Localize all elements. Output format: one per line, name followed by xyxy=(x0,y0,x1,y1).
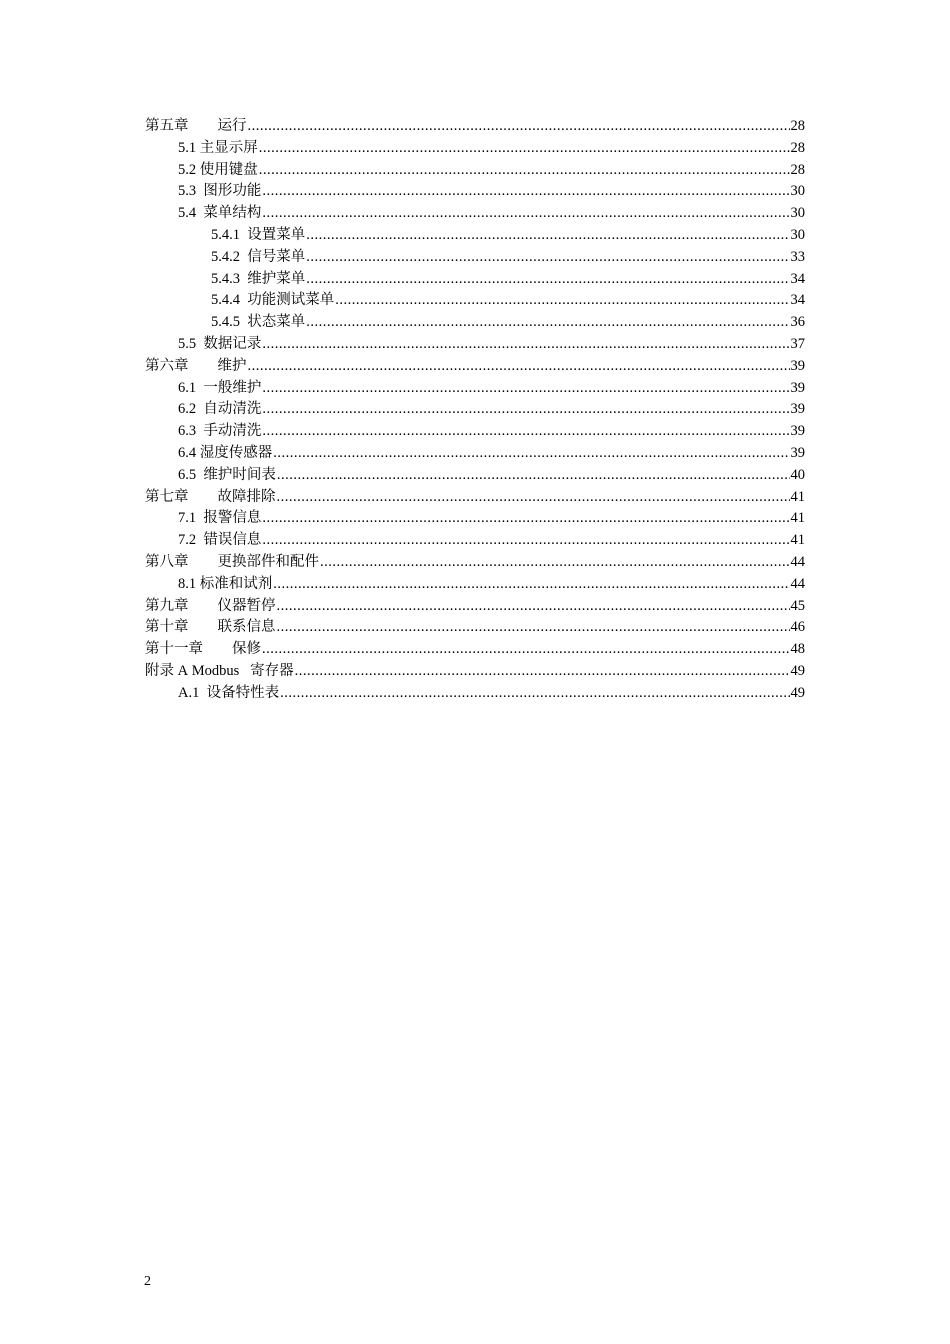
toc-entry[interactable] xyxy=(145,160,805,182)
toc-entry-page: 39 xyxy=(790,357,805,374)
toc-dot-leader xyxy=(320,552,790,574)
toc-entry-title: 状态菜单 xyxy=(247,314,306,331)
toc-entry[interactable] xyxy=(145,465,805,487)
toc-entry-number: 6.2 xyxy=(178,401,197,418)
toc-dot-leader xyxy=(335,290,789,312)
toc-entry-gap xyxy=(196,203,203,225)
toc-entry[interactable] xyxy=(145,399,805,421)
toc-dot-leader xyxy=(306,247,789,269)
toc-entry-title: 报警信息 xyxy=(203,510,262,527)
toc-entry-title: 维护菜单 xyxy=(247,270,306,287)
toc-entry-page: 28 xyxy=(790,139,805,156)
toc-entry-page: 49 xyxy=(790,662,805,679)
toc-entry[interactable] xyxy=(145,639,805,661)
toc-entry-number: 6.3 xyxy=(178,423,197,440)
toc-dot-leader xyxy=(306,225,789,247)
toc-entry-number: 6.1 xyxy=(178,379,197,396)
toc-entry-title: 手动清洗 xyxy=(203,423,262,440)
toc-dot-leader xyxy=(262,530,789,552)
toc-entry[interactable] xyxy=(145,138,805,160)
toc-entry-page: 39 xyxy=(790,379,805,396)
toc-entry-page: 48 xyxy=(790,641,805,658)
toc-entry-number: 第十一章 xyxy=(145,641,203,658)
toc-entry-number: 第六章 xyxy=(145,357,189,374)
toc-entry-number: 5.4.5 xyxy=(211,314,240,331)
toc-entry-title: 图形功能 xyxy=(203,183,262,200)
toc-entry-number: 5.4.4 xyxy=(211,292,240,309)
toc-entry-gap xyxy=(196,378,203,400)
toc-entry-number: 5.4.3 xyxy=(211,270,240,287)
toc-dot-leader xyxy=(262,508,789,530)
toc-entry-page: 30 xyxy=(790,226,805,243)
toc-entry-page: 39 xyxy=(790,423,805,440)
toc-dot-leader xyxy=(306,312,789,334)
toc-entry-gap xyxy=(196,530,203,552)
toc-entry-page: 30 xyxy=(790,205,805,222)
toc-dot-leader xyxy=(259,138,790,160)
toc-dot-leader xyxy=(273,574,789,596)
toc-entry[interactable] xyxy=(145,683,805,705)
table-of-contents xyxy=(145,116,805,705)
toc-entry-number: 第九章 xyxy=(145,597,189,614)
toc-entry-gap xyxy=(240,225,247,247)
toc-entry-page: 37 xyxy=(790,335,805,352)
toc-entry-number: 8.1 xyxy=(178,575,197,592)
toc-entry-title: 保修 xyxy=(232,641,261,658)
toc-entry[interactable] xyxy=(145,617,805,639)
toc-dot-leader xyxy=(306,269,789,291)
toc-entry-number: 5.4.1 xyxy=(211,226,240,243)
toc-entry[interactable] xyxy=(145,552,805,574)
toc-entry-title: 维护时间表 xyxy=(203,466,276,483)
toc-entry[interactable] xyxy=(145,421,805,443)
toc-entry-title: 联系信息 xyxy=(217,619,276,636)
toc-entry-title: 设备特性表 xyxy=(206,684,280,701)
toc-entry-number: 6.4 xyxy=(178,444,197,461)
toc-entry-title: 使用键盘 xyxy=(199,161,258,178)
toc-entry-title: 湿度传感器 xyxy=(199,444,273,461)
toc-entry-title: 数据记录 xyxy=(203,335,262,352)
toc-entry-page: 28 xyxy=(790,118,805,134)
toc-entry[interactable] xyxy=(145,312,805,334)
toc-entry-title: 标准和试剂 xyxy=(199,575,273,592)
toc-entry-gap xyxy=(189,552,218,574)
toc-dot-leader xyxy=(262,399,789,421)
toc-entry-number: 6.5 xyxy=(178,466,197,483)
toc-entry-gap xyxy=(196,181,203,203)
toc-entry-gap xyxy=(240,312,247,334)
toc-entry-gap xyxy=(189,356,218,378)
toc-entry-gap xyxy=(199,683,206,705)
toc-entry-gap xyxy=(240,247,247,269)
toc-entry-page: 45 xyxy=(790,597,805,614)
toc-dot-leader xyxy=(262,181,789,203)
toc-entry[interactable] xyxy=(145,378,805,400)
toc-entry-title: 故障排除 xyxy=(217,488,276,505)
toc-dot-leader xyxy=(277,465,790,487)
toc-entry-title: 运行 xyxy=(217,118,247,134)
toc-entry-title: 错误信息 xyxy=(203,532,262,549)
page-number: 2 xyxy=(144,1274,151,1289)
toc-dot-leader xyxy=(273,443,789,465)
toc-entry-gap xyxy=(196,508,203,530)
toc-entry-page: 28 xyxy=(790,161,805,178)
toc-entry-page: 39 xyxy=(790,444,805,461)
toc-entry-number: 5.4.2 xyxy=(211,248,240,265)
toc-entry-gap xyxy=(203,639,232,661)
toc-dot-leader xyxy=(262,378,789,400)
toc-entry-number: 5.3 xyxy=(178,183,197,200)
toc-entry-number: 5.4 xyxy=(178,205,197,222)
toc-entry[interactable] xyxy=(145,508,805,530)
toc-dot-leader xyxy=(262,334,789,356)
toc-entry-page: 44 xyxy=(790,575,805,592)
toc-entry-page: 41 xyxy=(790,510,805,527)
toc-entry-page: 41 xyxy=(790,532,805,549)
toc-dot-leader xyxy=(277,487,790,509)
toc-entry[interactable] xyxy=(145,487,805,509)
toc-entry[interactable] xyxy=(145,116,805,138)
toc-dot-leader xyxy=(248,356,790,378)
toc-entry[interactable] xyxy=(145,181,805,203)
toc-dot-leader xyxy=(262,203,789,225)
toc-dot-leader xyxy=(262,421,789,443)
toc-entry-page: 46 xyxy=(790,619,805,636)
toc-entry-number: 附录 A xyxy=(145,662,189,679)
toc-entry-gap xyxy=(189,617,218,639)
toc-entry-page: 36 xyxy=(790,314,805,331)
toc-dot-leader xyxy=(248,116,790,138)
toc-entry-gap xyxy=(189,487,218,509)
toc-entry-title: 菜单结构 xyxy=(203,205,262,222)
toc-entry-title: 仪器暂停 xyxy=(217,597,276,614)
toc-entry-number: 第十章 xyxy=(145,619,189,636)
toc-dot-leader xyxy=(277,617,790,639)
toc-entry-page: 49 xyxy=(790,684,805,701)
toc-entry[interactable] xyxy=(145,225,805,247)
toc-entry-gap xyxy=(240,269,247,291)
toc-entry-title: 一般维护 xyxy=(203,379,262,396)
toc-entry[interactable] xyxy=(145,203,805,225)
toc-entry[interactable] xyxy=(145,530,805,552)
toc-dot-leader xyxy=(262,639,790,661)
toc-entry-page: 33 xyxy=(790,248,805,265)
toc-entry-number: 第七章 xyxy=(145,488,189,505)
toc-entry-title: 主显示屏 xyxy=(199,139,258,156)
toc-entry-title: Modbus 寄存器 xyxy=(191,662,294,679)
toc-entry-gap xyxy=(196,465,203,487)
toc-dot-leader xyxy=(259,160,790,182)
toc-entry-number: A.1 xyxy=(178,684,200,701)
toc-dot-leader xyxy=(280,683,789,705)
toc-entry[interactable] xyxy=(145,247,805,269)
toc-entry-number: 7.1 xyxy=(178,510,197,527)
toc-entry-gap xyxy=(196,334,203,356)
toc-entry-number: 5.2 xyxy=(178,161,197,178)
toc-dot-leader xyxy=(277,596,790,618)
toc-entry[interactable] xyxy=(145,661,805,683)
toc-entry-number: 第五章 xyxy=(145,118,189,134)
toc-entry-number: 第八章 xyxy=(145,553,189,570)
toc-entry-title: 维护 xyxy=(217,357,247,374)
toc-entry-number: 5.1 xyxy=(178,139,197,156)
toc-entry-gap xyxy=(240,290,247,312)
toc-entry-title: 信号菜单 xyxy=(247,248,306,265)
toc-entry-title: 设置菜单 xyxy=(247,226,306,243)
toc-entry-page: 40 xyxy=(790,466,805,483)
toc-entry-gap xyxy=(196,421,203,443)
toc-entry[interactable] xyxy=(145,574,805,596)
toc-entry-page: 41 xyxy=(790,488,805,505)
toc-entry-title: 自动清洗 xyxy=(203,401,262,418)
toc-entry-gap xyxy=(189,596,218,618)
toc-entry-number: 5.5 xyxy=(178,335,197,352)
toc-entry[interactable] xyxy=(145,290,805,312)
toc-entry[interactable] xyxy=(145,443,805,465)
toc-entry-gap xyxy=(196,399,203,421)
toc-entry-page: 39 xyxy=(790,401,805,418)
toc-entry[interactable] xyxy=(145,596,805,618)
toc-dot-leader xyxy=(295,661,790,683)
toc-entry-number: 7.2 xyxy=(178,532,197,549)
toc-entry-page: 44 xyxy=(790,553,805,570)
toc-entry[interactable] xyxy=(145,334,805,356)
toc-entry-title: 更换部件和配件 xyxy=(217,553,319,570)
toc-entry-page: 34 xyxy=(790,270,805,287)
toc-entry[interactable] xyxy=(145,269,805,291)
toc-entry[interactable] xyxy=(145,356,805,378)
toc-entry-title: 功能测试菜单 xyxy=(247,292,335,309)
toc-entry-page: 34 xyxy=(790,292,805,309)
toc-entry-gap xyxy=(189,116,218,138)
toc-entry-page: 30 xyxy=(790,183,805,200)
